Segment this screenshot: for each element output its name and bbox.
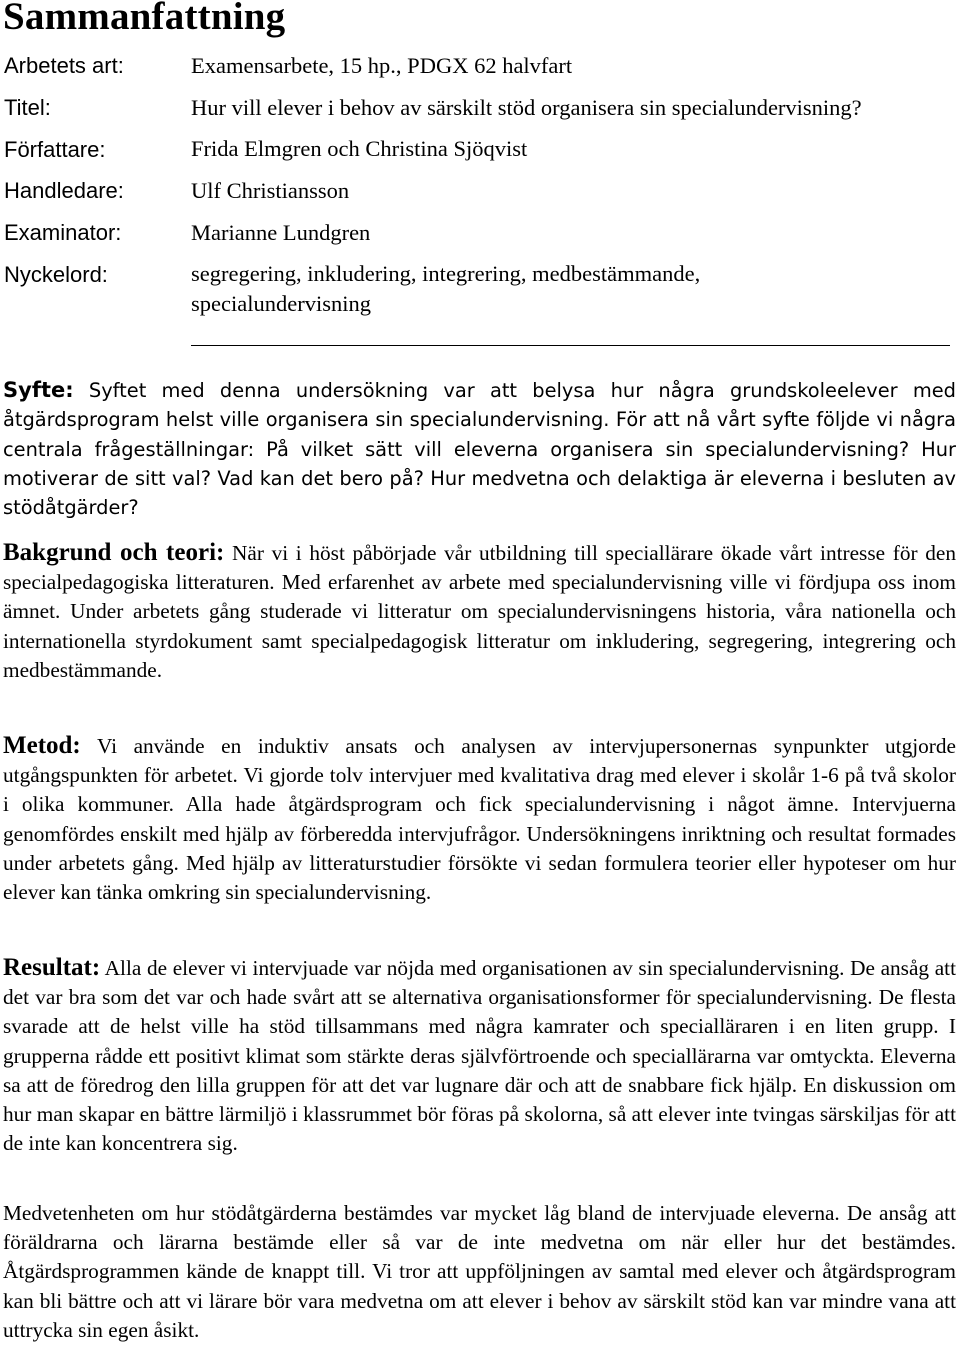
meta-value-title: Hur vill elever i behov av särskilt stöd organisera sin specialundervisning? <box>191 95 862 120</box>
section-metod <box>3 731 956 907</box>
meta-label-supervisor: Handledare: <box>4 178 124 203</box>
section-resultat <box>3 953 956 1158</box>
section-heading-metod: Metod: <box>3 732 81 759</box>
meta-label-title: Titel: <box>4 95 51 120</box>
section-text-syfte: Syftet med denna undersökning var att belysa hur några grundskoleelever med åtgärdsprogram helst ville organisera sin specialundervisning. För att nå vårt syfte följde vi några centrala frågeställningar: På vilket sätt vill eleverna organisera sin specialundervisning? Hur motiverar de sitt val? Vad kan det bero på? Hur medvetna och delaktiga är eleverna i besluten av stödåtgärder? <box>3 379 956 520</box>
section-text-metod: Vi använde en induktiv ansats och analysen av intervjupersonernas synpunkter utgjorde utgångspunkten för arbetet. Vi gjorde tolv intervjuer med kvalitativa drag med elever i skolår 1-6 på två skolor i olika kommuner. Alla hade åtgärdsprogram och fick specialundervisning i något ämne. Intervjuerna genomfördes enskilt med hjälp av förberedda intervjufrågor. Undersökningens inriktning och resultat formades under arbetets gång. Med hjälp av litteraturstudier försökte vi sedan formulera teorier eller hypoteser om hur elever kan tänka omkring sin specialundervisning. <box>3 734 956 905</box>
meta-value-examiner: Marianne Lundgren <box>191 220 371 245</box>
section-heading-syfte: Syfte: <box>3 378 74 402</box>
section-resultat-continued <box>3 1199 956 1345</box>
meta-value-authors: Frida Elmgren och Christina Sjöqvist <box>191 136 528 161</box>
section-heading-bakgrund: Bakgrund och teori: <box>3 539 225 566</box>
horizontal-rule <box>191 345 950 346</box>
section-bakgrund <box>3 538 956 685</box>
meta-label-authors: Författare: <box>4 137 106 162</box>
section-heading-resultat: Resultat: <box>3 954 101 981</box>
meta-label-type: Arbetets art: <box>4 53 124 78</box>
section-text-resultat: Alla de elever vi intervjuade var nöjda med organisationen av sin specialundervisning. De ansåg att det var bra som det var och hade svårt att se alternativa organisationsformer för specialundervisning. De flesta svarade att de helst ville ha stöd tillsammans med några kamrater och specialläraren i en liten grupp. I grupperna rådde ett positivt klimat som stärkte deras självförtroende och speciallärarna var omtyckta. Eleverna sa att de föredrog den lilla gruppen för att det var lugnare där och att de snabbare fick hjälp. En diskussion om hur man skapar en bättre lärmiljö i klassrummet bör föras på skolorna, så att elever inte tvingas särskiljas för att de inte kan koncentrera sig. <box>3 956 956 1156</box>
section-syfte <box>3 376 956 522</box>
meta-value-supervisor: Ulf Christiansson <box>191 178 350 203</box>
meta-value-type: Examensarbete, 15 hp., PDGX 62 halvfart <box>191 53 573 78</box>
meta-value-keywords: segregering, inkludering, integrering, medbestämmande, specialundervisning <box>191 261 701 316</box>
section-text-resultat-2: Medvetenheten om hur stödåtgärderna bestämdes var mycket låg bland de intervjuade eleverna. De ansåg att föräldrarna och lärarna bestämde eller så var de inte medvetna om när eller hur det bestämdes. Åtgärdsprogrammen kände de knappt till. Vi tror att uppföljningen av samtal med elever och åtgärdsprogram kan bli bättre och att vi lärare bör vara medvetna om att elever i behov av särskilt stöd kan var mindre vana att uttrycka sin egen åsikt. <box>3 1201 956 1342</box>
meta-label-examiner: Examinator: <box>4 220 122 245</box>
section-text-bakgrund: När vi i höst påbörjade vår utbildning till speciallärare ökade vårt intresse för den specialpedagogiska litteraturen. Med erfarenhet av arbete med specialundervisning ville vi fördjupa oss inom ämnet. Under arbetets gång studerade vi litteratur om specialundervisningens historia, våra nationella och internationella styrdokument samt specialpedagogisk litteratur om inkludering, segregering, integrering och medbestämmande. <box>3 541 956 682</box>
page-title: Sammanfattning <box>3 0 286 38</box>
meta-label-keywords: Nyckelord: <box>4 262 108 287</box>
